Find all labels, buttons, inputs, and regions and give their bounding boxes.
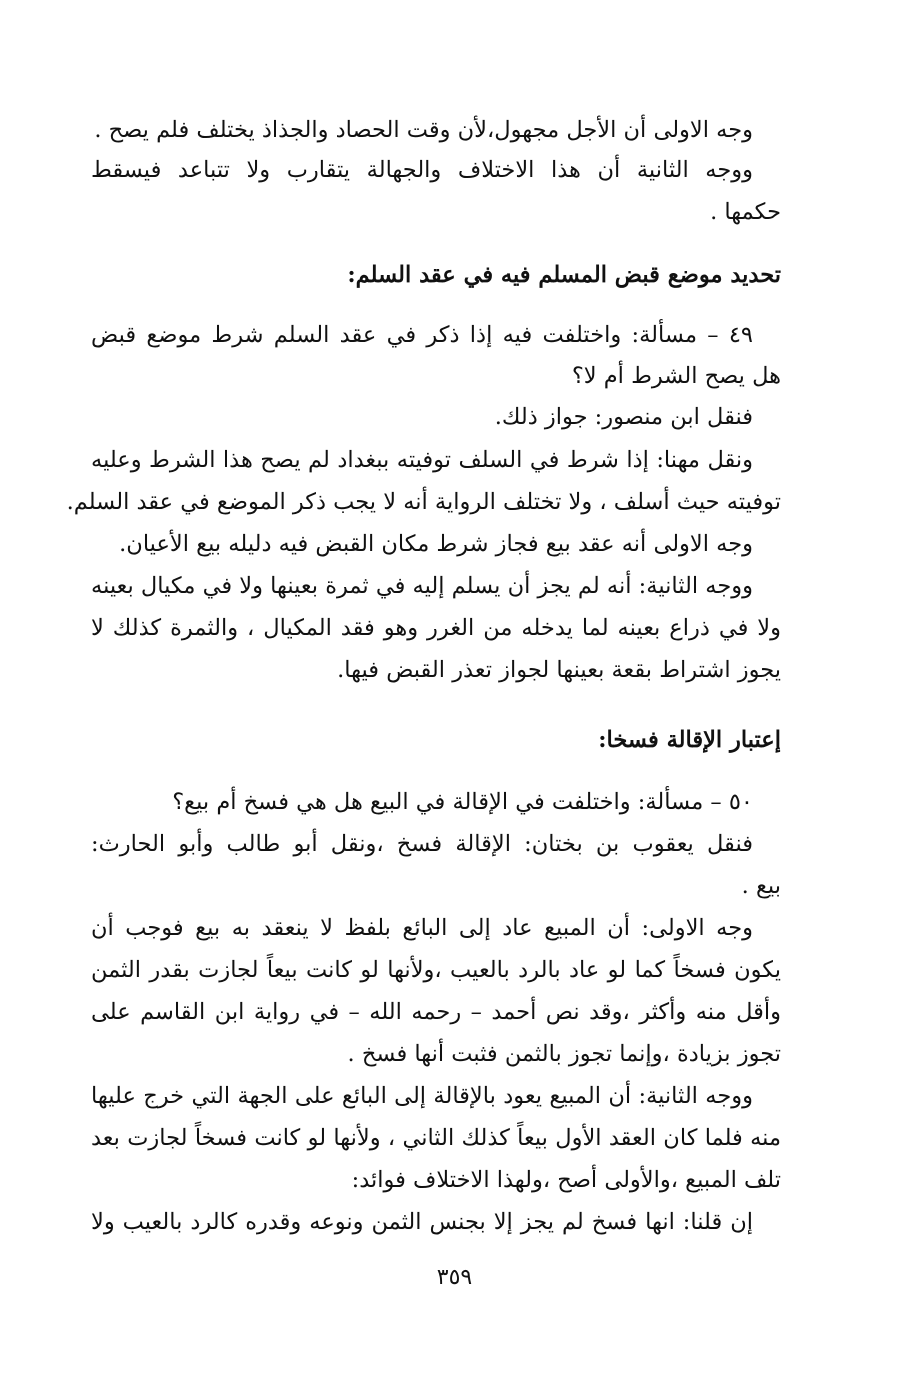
paragraph-line: إن قلنا: انها فسخ لم يجز إلا بجنس الثمن ونوعه وقدره كالرد بالعيب ولا bbox=[91, 1209, 753, 1235]
paragraph-line: وجه الاولى أنه عقد بيع فجاز شرط مكان القبض فيه دليله بيع الأعيان. bbox=[119, 531, 753, 557]
paragraph-line: حكمها . bbox=[710, 199, 781, 225]
page-number: ٣٥٩ bbox=[436, 1265, 473, 1290]
paragraph-line: هل يصح الشرط أم لا؟ bbox=[571, 363, 781, 389]
paragraph-line: توفيته حيث أسلف ، ولا تختلف الرواية أنه لا يجب ذكر الموضع في عقد السلم. bbox=[66, 489, 781, 515]
paragraph-line: وأقل منه وأكثر ،وقد نص أحمد – رحمه الله – في رواية ابن القاسم على bbox=[91, 999, 781, 1025]
paragraph-line: تلف المبيع ،والأولى أصح ،ولهذا الاختلاف فوائد: bbox=[351, 1167, 781, 1193]
paragraph-line: ٥٠ – مسألة: واختلفت في الإقالة في البيع هل هي فسخ أم بيع؟ bbox=[172, 789, 753, 815]
paragraph-line: يجوز اشتراط بقعة بعينها لجواز تعذر القبض فيها. bbox=[337, 657, 781, 683]
paragraph-line: ٤٩ – مسألة: واختلفت فيه إذا ذكر في عقد السلم شرط موضع قبض bbox=[91, 322, 753, 348]
paragraph-line: ولا في ذراع بعينه لما يدخله من الغرر وهو فقد المكيال ، والثمرة كذلك لا bbox=[91, 615, 781, 641]
paragraph-line: فنقل ابن منصور: جواز ذلك. bbox=[494, 404, 753, 430]
page-body bbox=[66, 0, 781, 1260]
paragraph-line: تجوز بزيادة ،وإنما تجوز بالثمن فثبت أنها فسخ . bbox=[347, 1041, 781, 1067]
paragraph-line: وجه الاولى أن الأجل مجهول،لأن وقت الحصاد والجذاذ يختلف فلم يصح . bbox=[94, 117, 753, 143]
paragraph-line: يكون فسخاً كما لو عاد بالرد بالعيب ،ولأنها لو كانت بيعاً لجازت بقدر الثمن bbox=[91, 957, 781, 983]
section-heading: تحديد موضع قبض المسلم فيه في عقد السلم: bbox=[347, 262, 781, 288]
paragraph-line: ووجه الثانية أن هذا الاختلاف والجهالة يتقارب ولا تتباعد فيسقط bbox=[91, 157, 753, 183]
paragraph-line: منه فلما كان العقد الأول بيعاً كذلك الثاني ، ولأنها لو كانت فسخاً لجازت بعد bbox=[91, 1125, 781, 1151]
paragraph-line: ووجه الثانية: أنه لم يجز أن يسلم إليه في ثمرة بعينها ولا في مكيال بعينه bbox=[91, 573, 753, 599]
paragraph-line: بيع . bbox=[741, 873, 781, 899]
paragraph-line: فنقل يعقوب بن بختان: الإقالة فسخ ،ونقل أبو طالب وأبو الحارث: bbox=[91, 831, 753, 857]
paragraph-line: وجه الاولى: أن المبيع عاد إلى البائع بلفظ لا ينعقد به بيع فوجب أن bbox=[91, 915, 753, 941]
section-heading: إعتبار الإقالة فسخا: bbox=[598, 727, 781, 753]
paragraph-line: ووجه الثانية: أن المبيع يعود بالإقالة إلى البائع على الجهة التي خرج عليها bbox=[91, 1083, 753, 1109]
paragraph-line: ونقل مهنا: إذا شرط في السلف توفيته ببغداد لم يصح هذا الشرط وعليه bbox=[91, 447, 753, 473]
